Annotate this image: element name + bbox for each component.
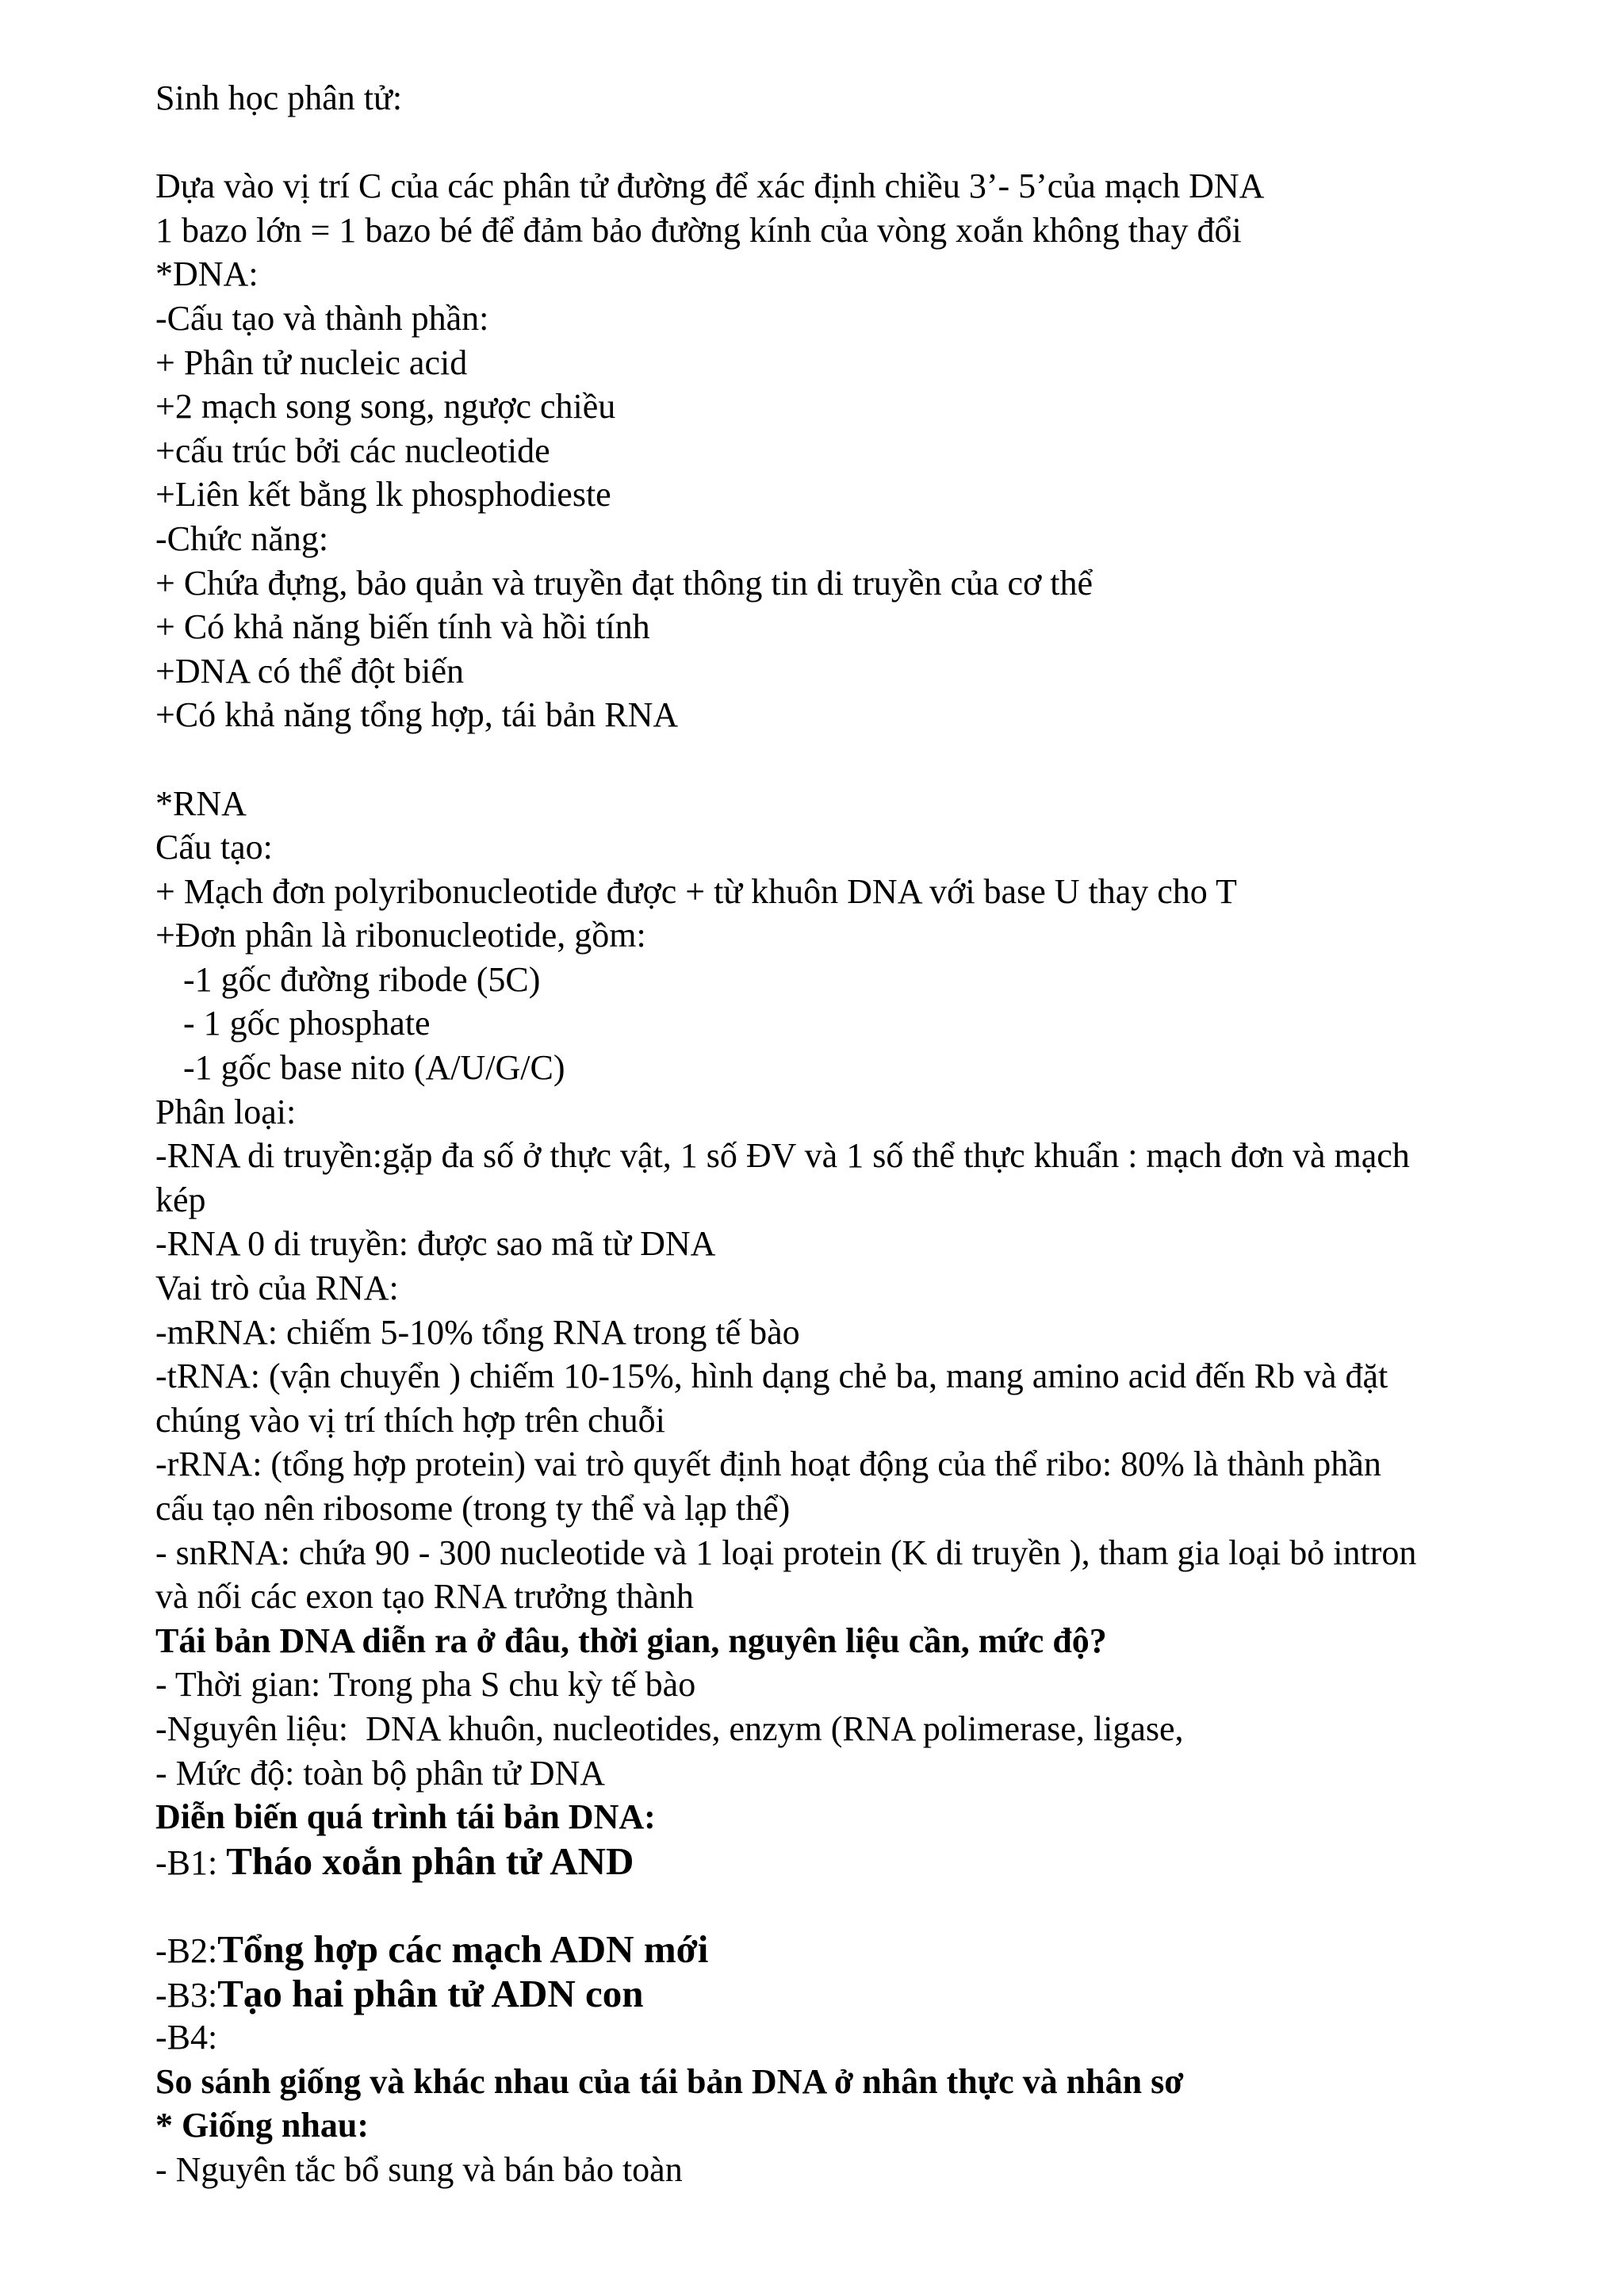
- dna-structure-heading: -Cấu tạo và thành phần:: [155, 298, 489, 338]
- replication-level: - Mức độ: toàn bộ phân tử DNA: [155, 1753, 606, 1793]
- replication-material: -Nguyên liệu: DNA khuôn, nucleotides, enzym (RNA polimerase, ligase,: [155, 1709, 1184, 1748]
- similar-item: - Nguyên tắc bổ sung và bán bảo toàn: [155, 2149, 683, 2189]
- step-text: Tổng hợp các mạch ADN mới: [217, 1927, 709, 1971]
- process-step-4: [155, 2015, 1567, 2060]
- rna-role-heading: Vai trò của RNA:: [155, 1269, 399, 1308]
- dna-function-item: +Có khả năng tổng hợp, tái bản RNA: [155, 695, 679, 735]
- process-step-3: [155, 1972, 1567, 2016]
- similar-heading: * Giống nhau:: [155, 2106, 369, 2145]
- blank-line: [155, 737, 1567, 782]
- step-prefix: -B1:: [155, 1843, 227, 1882]
- dna-structure-item: + Phân tử nucleic acid: [155, 342, 468, 382]
- dna-heading: *DNA:: [155, 254, 259, 294]
- rna-role-item: - snRNA: chứa 90 - 300 nucleotide và 1 loại protein (K di truyền ), tham gia loại bỏ intron: [155, 1533, 1417, 1572]
- rna-role-item-cont: cấu tạo nên ribosome (trong ty thể và lạp thể): [155, 1489, 791, 1528]
- rna-structure-item: +Đơn phân là ribonucleotide, gồm:: [155, 916, 646, 955]
- rna-classification-item-cont: kép: [155, 1180, 206, 1219]
- step-prefix: -B4:: [155, 2018, 218, 2057]
- replication-question: Tái bản DNA diễn ra ở đâu, thời gian, nguyên liệu cần, mức độ?: [155, 1621, 1107, 1660]
- rna-role-item-cont: và nối các exon tạo RNA trưởng thành: [155, 1577, 694, 1617]
- rna-unit-item: -1 gốc base nito (A/U/G/C): [183, 1048, 565, 1088]
- rna-classification-heading: Phân loại:: [155, 1092, 297, 1131]
- rna-role-item: -rRNA: (tổng hợp protein) vai trò quyết định hoạt động của thể ribo: 80% là thành phần: [155, 1445, 1381, 1484]
- rna-heading: *RNA: [155, 783, 247, 823]
- rna-role-item: -mRNA: chiếm 5-10% tổng RNA trong tế bào: [155, 1312, 800, 1352]
- replication-time: - Thời gian: Trong pha S chu kỳ tế bào: [155, 1665, 696, 1705]
- process-step-2: [155, 1927, 1567, 1972]
- intro-line: 1 bazo lớn = 1 bazo bé để đảm bảo đường kính của vòng xoắn không thay đổi: [155, 210, 1242, 250]
- dna-structure-item: +2 mạch song song, ngược chiều: [155, 387, 616, 427]
- dna-structure-item: +cấu trúc bởi các nucleotide: [155, 430, 550, 470]
- rna-role-item: -tRNA: (vận chuyển ) chiếm 10-15%, hình dạng chẻ ba, mang amino acid đến Rb và đặt: [155, 1357, 1388, 1396]
- rna-structure-heading: Cấu tạo:: [155, 828, 273, 867]
- rna-classification-item: -RNA 0 di truyền: được sao mã từ DNA: [155, 1224, 716, 1264]
- rna-unit-item: -1 gốc đường ribode (5C): [183, 959, 541, 999]
- rna-structure-item: + Mạch đơn polyribonucleotide được + từ khuôn DNA với base U thay cho T: [155, 871, 1237, 911]
- rna-role-item-cont: chúng vào vị trí thích hợp trên chuỗi: [155, 1400, 665, 1440]
- compare-heading: So sánh giống và khác nhau của tái bản DNA ở nhân thực và nhân sơ: [155, 2061, 1184, 2101]
- intro-line: Dựa vào vị trí C của các phân tử đường để xác định chiều 3’- 5’của mạch DNA: [155, 166, 1265, 206]
- step-prefix: -B3:: [155, 1975, 218, 2015]
- step-text: Tháo xoắn phân tử AND: [226, 1839, 634, 1883]
- doc-title: Sinh học phân tử:: [155, 78, 403, 117]
- dna-function-item: + Chứa đựng, bảo quản và truyền đạt thông tin di truyền của cơ thể: [155, 563, 1094, 603]
- dna-function-heading: -Chức năng:: [155, 519, 329, 558]
- rna-classification-item: -RNA di truyền:gặp đa số ở thực vật, 1 số ĐV và 1 số thể thực khuẩn : mạch đơn và mạch: [155, 1136, 1410, 1176]
- step-text: Tạo hai phân tử ADN con: [217, 1971, 644, 2015]
- document-body: [155, 76, 1567, 2192]
- step-prefix: -B2:: [155, 1931, 218, 1970]
- process-step-1: [155, 1839, 1567, 1884]
- process-heading: Diễn biến quá trình tái bản DNA:: [155, 1797, 656, 1837]
- dna-function-item: + Có khả năng biến tính và hồi tính: [155, 607, 650, 647]
- dna-function-item: +DNA có thể đột biến: [155, 651, 464, 691]
- dna-structure-item: +Liên kết bằng lk phosphodieste: [155, 475, 611, 515]
- rna-unit-item: - 1 gốc phosphate: [183, 1004, 431, 1043]
- blank-line: [155, 1883, 1567, 1927]
- blank-line: [155, 121, 1567, 165]
